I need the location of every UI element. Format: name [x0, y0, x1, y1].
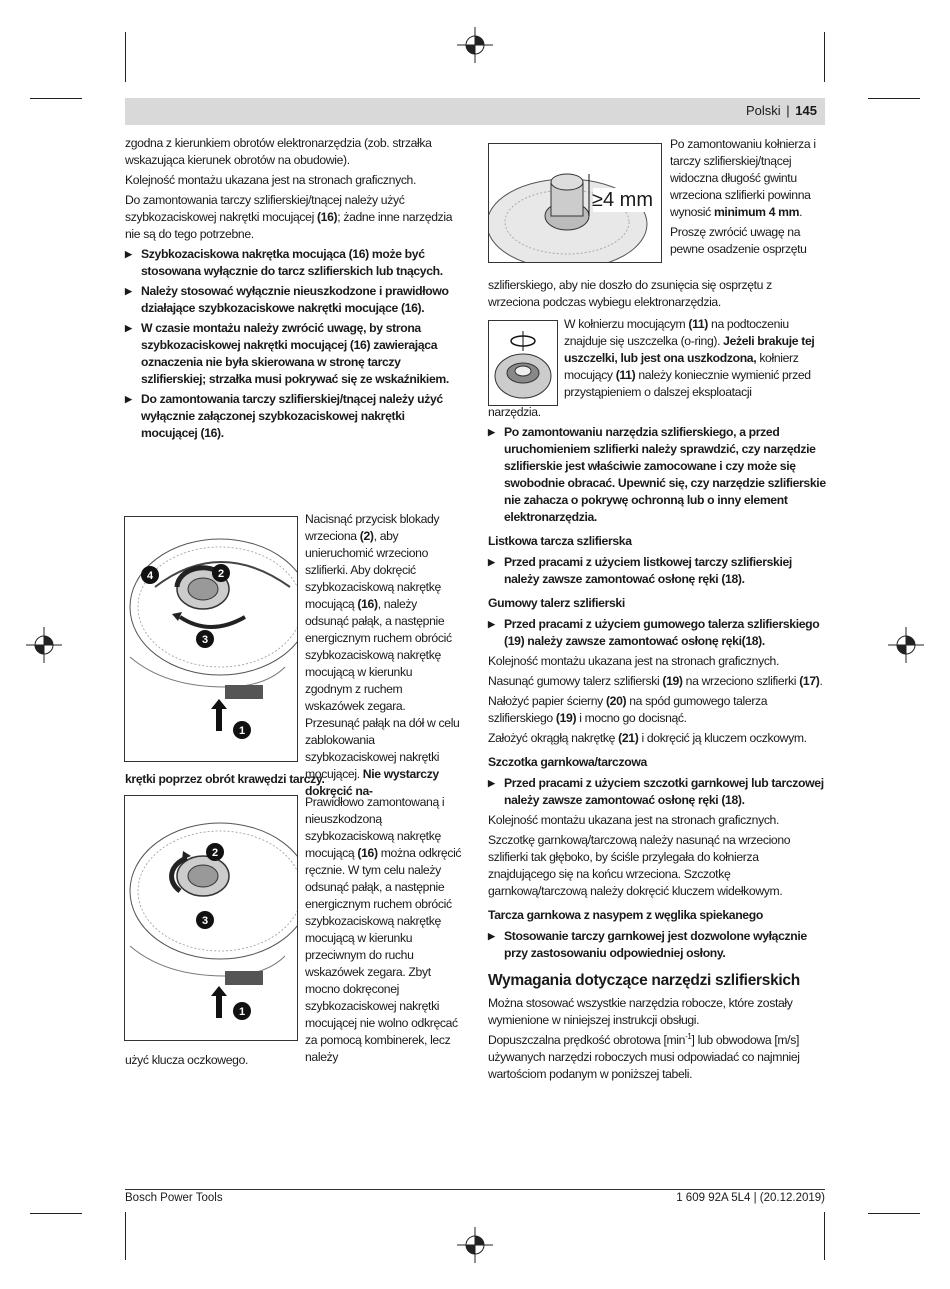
left-column-top [125, 135, 462, 445]
warning-bullet: ▶ Przed pracami z użyciem gumowego talerza szlifierskiego (19) należy zawsze zamontować osłonę ręki(18). [488, 616, 828, 650]
paragraph: Nasunąć gumowy talerz szlifierski (19) na wrzeciono szlifierki (17). [488, 674, 823, 688]
figure-callout: 1 [238, 725, 246, 737]
registration-mark-icon [457, 1227, 493, 1263]
grinder-illustration-icon [125, 796, 297, 1040]
section-subheading: Listkowa tarcza szlifierska [488, 534, 632, 548]
crop-mark [824, 32, 825, 82]
section-subheading: Gumowy talerz szlifierski [488, 596, 625, 610]
figure-loosen-nut [124, 795, 298, 1041]
figure-o-ring-flange [488, 320, 558, 406]
warning-bullet: ▶ Do zamontowania tarczy szlifierskiej/tnącej należy użyć wyłącznie załączonej szybkozaciskowej nakrętki mocującej (16). [125, 391, 462, 442]
warning-bullet: ▶ Stosowanie tarczy garnkowej jest dozwolone wyłącznie przy zastosowaniu odpowiedniej osłony. [488, 928, 828, 962]
page-number: 145 [795, 103, 817, 118]
paragraph: krętki poprzez obrót krawędzi tarczy. [125, 772, 325, 786]
footer-rule [125, 1189, 825, 1190]
crop-mark [125, 1212, 126, 1260]
warning-bullet: ▶ W czasie montażu należy zwrócić uwagę, by strona szybkozaciskowej nakrętki mocującej (16) zawierająca oznaczenia nie była skierowana w stronę tarczy szlifierskiej; strzałka musi pokrywać się ze wskaźnikiem. [125, 320, 462, 388]
flange-o-ring-icon [489, 321, 557, 405]
warning-bullet: ▶ Należy stosować wyłącznie nieuszkodzone i prawidłowo działające szybkozaciskowe nakrętki mocujące (16). [125, 283, 462, 317]
right-side-text-2: W kołnierzu mocującym (11) na podtoczeniu znajduje się uszczelka (o-ring). Jeżeli brakuje tej uszczelki, lub jest ona uszkodzona, kołnierz mocujący (11) należy koniecznie wymienić przed przystąpieniem o dalszej eksploatacji [564, 317, 815, 399]
figure-callout: 1 [238, 1006, 246, 1018]
paragraph: Szczotkę garnkową/tarczową należy nasunąć na wrzeciono szlifierki tak głęboko, by ściśle przylegała do kołnierza znajdującego się na końcu wrzeciona. Szczotkę garnkową/tarczową należy dokręcić kluczem widełkowym. [488, 833, 791, 898]
warning-bullet: ▶ Przed pracami z użyciem szczotki garnkowej lub tarczowej należy zawsze zamontować osłonę ręki (18). [488, 775, 828, 809]
footer-brand: Bosch Power Tools [125, 1192, 223, 1204]
thread-length-label: ≥4 mm [592, 189, 653, 211]
grinder-illustration-icon [125, 517, 297, 761]
left-side-text-2: Prawidłowo zamontowaną i nieuszkodzoną szybkozaciskową nakrętkę mocującą (16) można odkręcić ręcznie. W tym celu należy odsunąć pałąk, a następnie energicznym ruchem obrócić szybkozaciskową nakrętkę mocującą w kierunku przeciwnym do ruchu wskazówek zegara. Zbyt mocno dokręconej szybkozaciskowej nakrętki mocującej nie wolno odkręcać za pomocą kombinerek, lecz należy [305, 795, 462, 1064]
paragraph: zgodna z kierunkiem obrotów elektronarzędzia (zob. strzałka wskazująca kierunek obrotów na obudowie). [125, 136, 432, 167]
registration-mark-icon [888, 627, 924, 663]
header-language: Polski [745, 103, 781, 118]
figure-callout: 4 [146, 570, 154, 582]
paragraph: Kolejność montażu ukazana jest na stronach graficznych. [488, 813, 780, 827]
right-column-main [488, 404, 828, 1086]
paragraph: Dopuszczalna prędkość obrotowa $[\min^{-1}]$ lub obwodowa [m/s] używanych narzędzi roboczych musi odpowiadać co najmniej wartościom podanym w poniższej tabeli. [488, 1031, 800, 1081]
figure-thread-gauge [488, 143, 662, 263]
figure-callout: 2 [211, 847, 219, 859]
crop-mark [30, 98, 82, 99]
section-heading: Wymagania dotyczące narzędzi szlifierskich [488, 972, 800, 989]
page-header: Polski | 145 [125, 98, 825, 125]
left-side-text-1: Nacisnąć przycisk blokady wrzeciona (2), aby unieruchomić wrzeciono szlifierki. Aby dokręcić szybkozaciskową nakrętkę mocującą (16), należy odsunąć pałąk, a następnie energicznym ruchem obrócić szybkozaciskową nakrętkę mocującą w kierunku zgodnym z ruchem wskazówek zegara. Przesunąć pałąk na dół w celu zablokowania szybkozaciskowej nakrętki mocującej. Nie wystarczy dokręcić na- [305, 512, 460, 798]
warning-bullet: ▶ Przed pracami z użyciem listkowej tarczy szlifierskiej należy zawsze zamontować osłonę ręki (18). [488, 554, 828, 588]
right-side-text-1: Po zamontowaniu kołnierza i tarczy szlifierskiej/tnącej widoczna długość gwintu wrzeciona szlifierki powinna wynosić minimum 4 mm. Proszę zwrócić uwagę na pewne osadzenie osprzętu [670, 137, 816, 256]
figure-tighten-nut [124, 516, 298, 762]
registration-mark-icon [26, 627, 62, 663]
crop-mark [125, 32, 126, 82]
figure-callout: 3 [201, 634, 209, 646]
paragraph: użyć klucza oczkowego. [125, 1053, 249, 1067]
paragraph: Można stosować wszystkie narzędzia robocze, które zostały wymienione w niniejszej instrukcji obsługi. [488, 996, 793, 1027]
section-subheading: Szczotka garnkowa/tarczowa [488, 755, 647, 769]
crop-mark [868, 98, 920, 99]
registration-mark-icon [457, 27, 493, 63]
paragraph: Kolejność montażu ukazana jest na stronach graficznych. [488, 654, 780, 668]
paragraph: Nałożyć papier ścierny (20) na spód gumowego talerza szlifierskiego (19) i mocno go docisnąć. [488, 694, 768, 725]
paragraph: Kolejność montażu ukazana jest na stronach graficznych. [125, 173, 417, 187]
crop-mark [30, 1213, 82, 1214]
paragraph: Założyć okrągłą nakrętkę (21) i dokręcić ją kluczem oczkowym. [488, 731, 807, 745]
crop-mark [824, 1212, 825, 1260]
warning-bullet: ▶ Po zamontowaniu narzędzia szlifierskiego, a przed uruchomieniem szlifierki należy sprawdzić, czy narzędzie szlifierskie jest właściwie zamocowane i czy może się swobodnie obracać. Upewnić się, czy narzędzie szlifierskie nie zahacza o pokrywę ochronną lub o inny element elektronarzędzia. [488, 424, 828, 526]
section-subheading: Tarcza garnkowa z nasypem z węglika spiekanego [488, 908, 763, 922]
paragraph: Do zamontowania tarczy szlifierskiej/tnącej należy użyć szybkozaciskowej nakrętki mocującej (16); żadne inne narzędzia nie są do tego potrzebne. [125, 193, 453, 241]
crop-mark [868, 1213, 920, 1214]
footer-doc-id: 1 609 92A 5L4 | (20.12.2019) [676, 1192, 825, 1204]
figure-callout: 2 [217, 568, 225, 580]
paragraph: szlifierskiego, aby nie doszło do zsunięcia się osprzętu z wrzeciona podczas wybiegu elektronarzędzia. [488, 278, 772, 309]
paragraph: narzędzia. [488, 405, 541, 419]
figure-callout: 3 [201, 915, 209, 927]
warning-bullet: ▶ Szybkozaciskowa nakrętka mocująca (16) może być stosowana wyłącznie do tarcz szlifierskich lub tnących. [125, 246, 462, 280]
